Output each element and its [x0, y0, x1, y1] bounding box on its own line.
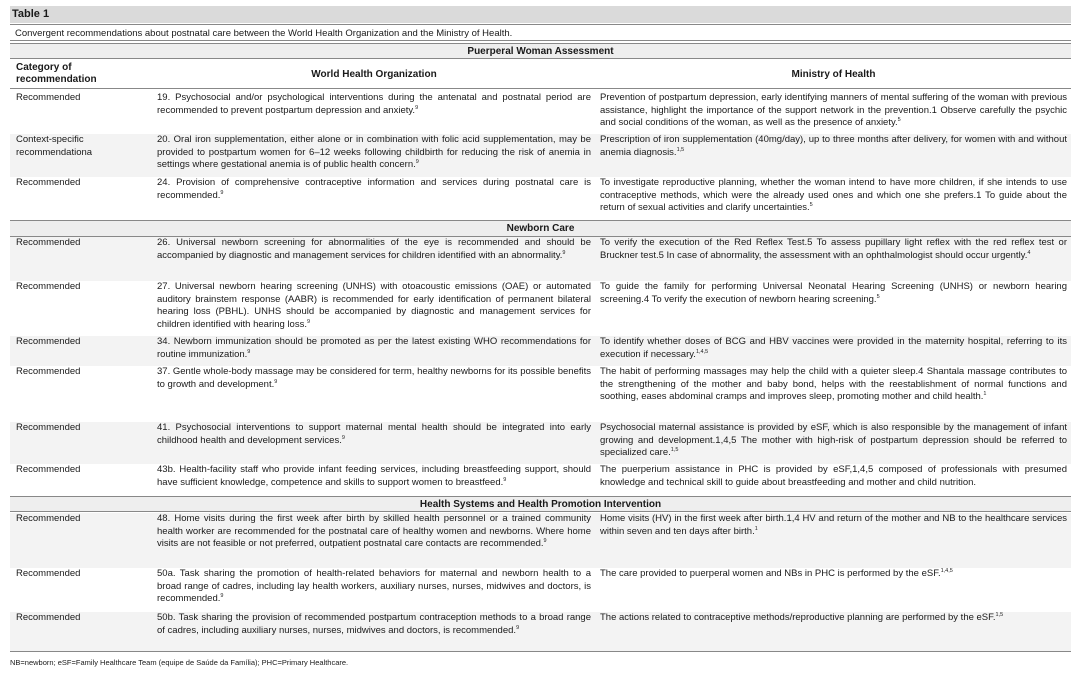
- header-who: World Health Organization: [311, 69, 437, 80]
- who-recommendation: [157, 281, 591, 331]
- section-health-systems: Health Systems and Health Promotion Intervention: [10, 496, 1071, 512]
- row-category: Recommended: [16, 92, 81, 103]
- ministry-citation: 1: [754, 525, 758, 532]
- table-row: [10, 336, 1071, 366]
- row-category: Recommended: [16, 336, 81, 347]
- table-row: [10, 464, 1071, 495]
- who-citation: 9: [247, 348, 251, 355]
- who-text: 26. Universal newborn screening for abnormalities of the eye is recommended and should be accompanied by diagnostic and management services for children identified with an abnormality.: [157, 237, 591, 261]
- who-recommendation: [157, 513, 591, 551]
- ministry-recommendation: [600, 134, 1067, 159]
- ministry-citation: 1,5: [670, 446, 679, 453]
- who-recommendation: [157, 568, 591, 606]
- table-row: [10, 281, 1071, 336]
- row-category: Context-specific recommendationa: [16, 134, 93, 158]
- who-recommendation: [157, 422, 591, 447]
- table-row: [10, 134, 1071, 177]
- header-ministry: Ministry of Health: [791, 69, 876, 80]
- row-category: Recommended: [16, 612, 81, 623]
- who-recommendation: [157, 612, 591, 637]
- row-category: Recommended: [16, 177, 81, 188]
- ministry-citation: 5: [876, 293, 880, 300]
- ministry-recommendation: [600, 281, 1067, 306]
- who-text: 37. Gentle whole-body massage may be considered for term, healthy newborns for its possible benefits to growth and development.: [157, 366, 591, 390]
- ministry-recommendation: [600, 237, 1067, 262]
- table-row: [10, 612, 1071, 651]
- table-row: [10, 366, 1071, 422]
- who-text: 43b. Health-facility staff who provide infant feeding services, including breastfeeding support, should have sufficient knowledge, competence and skills to support women to breastfeed.: [157, 464, 591, 488]
- table-row: [10, 513, 1071, 568]
- who-text: 50a. Task sharing the promotion of health-related behaviors for maternal and newborn health to a broad range of cadres, including lay health workers, auxiliary nurses, nurses, midwives and doctors, is recommended.: [157, 568, 591, 604]
- who-citation: 9: [543, 537, 547, 544]
- ministry-text: The actions related to contraceptive methods/reproductive planning are performed by the eSF.: [600, 612, 996, 623]
- ministry-recommendation: [600, 612, 1067, 625]
- who-citation: 9: [516, 624, 520, 631]
- table-row: [10, 92, 1071, 134]
- table-row: [10, 568, 1071, 612]
- table-footnote: NB=newborn; eSF=Family Healthcare Team (equipe de Saúde da Família); PHC=Primary Healthcare.: [10, 658, 349, 667]
- who-text: 41. Psychosocial interventions to support maternal mental health should be integrated into early childhood health and development services.: [157, 422, 591, 446]
- ministry-recommendation: [600, 513, 1067, 538]
- who-citation: 9: [274, 378, 278, 385]
- who-citation: 9: [415, 158, 419, 165]
- who-citation: 9: [341, 434, 345, 441]
- table-row: [10, 177, 1071, 220]
- who-recommendation: [157, 134, 591, 172]
- ministry-recommendation: [600, 464, 1067, 489]
- ministry-citation: 5: [809, 201, 813, 208]
- ministry-text: Prescription of iron supplementation (40mg/day), up to three months after delivery, for women with and without anemia diagnosis.: [600, 134, 1067, 158]
- row-category: Recommended: [16, 366, 81, 377]
- header-divider: [10, 88, 1071, 89]
- ministry-recommendation: [600, 336, 1067, 361]
- ministry-text: Home visits (HV) in the first week after birth.1,4 HV and return of the mother and NB to the healthcare services within seven and ten days after birth.: [600, 513, 1067, 537]
- ministry-text: The habit of performing massages may help the child with a quieter sleep.4 Shantala massage contributes to the strengthening of the mother and baby bond, helps with the reestablishment of normal functions and soothing, eases abdominal cramps and improves sleep, promoting mother and child health.: [600, 366, 1067, 402]
- who-citation: 9: [306, 318, 311, 325]
- who-text: 24. Provision of comprehensive contraceptive information and services during postnatal care is recommended.: [157, 177, 591, 201]
- ministry-text: Psychosocial maternal assistance is provided by eSF, which is also responsible by the management of infant growing and development.1,4,5 The mother with high-risk of postpartum depression should be referred to specialized care.: [600, 422, 1067, 458]
- row-category: Recommended: [16, 422, 81, 433]
- ministry-text: Prevention of postpartum depression, early identifying manners of mental suffering of the woman with previous assistance, highlight the importance of the support network in the prevention.1 Observe carefully the psychic and social conditions of the woman, as well as the presence of anxiety.: [600, 92, 1067, 128]
- who-recommendation: [157, 92, 591, 117]
- table-label: Table 1: [10, 6, 1071, 23]
- who-text: 19. Psychosocial and/or psychological interventions during the antenatal and postnatal period are recommended to prevent postpartum depression and anxiety.: [157, 92, 591, 116]
- table-row: [10, 422, 1071, 464]
- who-recommendation: [157, 336, 591, 361]
- ministry-recommendation: [600, 92, 1067, 130]
- who-recommendation: [157, 464, 591, 489]
- section-newborn: Newborn Care: [10, 220, 1071, 237]
- who-citation: 9: [503, 476, 507, 483]
- ministry-citation: 1,4,5: [940, 567, 953, 574]
- who-text: 34. Newborn immunization should be promoted as per the latest existing WHO recommendations for routine immunization.: [157, 336, 591, 360]
- ministry-citation: 5: [897, 116, 901, 123]
- who-text: 20. Oral iron supplementation, either alone or in combination with folic acid supplementation, may be provided to postpartum women for 6–12 weeks following childbirth for reducing the risk of anemia in settings where gestational anemia is of public health concern.: [157, 134, 591, 170]
- ministry-citation: 1,5: [676, 146, 685, 153]
- row-category: Recommended: [16, 464, 81, 475]
- table-row: [10, 237, 1071, 281]
- table-bottom-rule: [10, 651, 1071, 652]
- section-puerperal: Puerperal Woman Assessment: [10, 43, 1071, 59]
- who-citation: 9: [220, 189, 224, 196]
- row-category: Recommended: [16, 281, 81, 292]
- who-citation: 9: [562, 249, 566, 256]
- ministry-recommendation: [600, 366, 1067, 404]
- ministry-citation: 1,5: [995, 611, 1004, 618]
- ministry-recommendation: [600, 568, 1067, 581]
- who-text: 50b. Task sharing the provision of recommended postpartum contraception methods to a broad range of cadres, including auxiliary nurses, nurses, midwives and doctors, is recommended.: [157, 612, 591, 636]
- row-category: Recommended: [16, 513, 81, 524]
- who-citation: 9: [415, 104, 419, 111]
- ministry-citation: 1: [983, 390, 987, 397]
- ministry-text: The care provided to puerperal women and NBs in PHC is performed by the eSF.: [600, 568, 941, 579]
- row-category: Recommended: [16, 568, 81, 579]
- who-text: 27. Universal newborn hearing screening (UNHS) with otoacoustic emissions (OAE) or automated auditory brainstem response (AABR) is recommended for early identification of permanent bilateral hearing loss (PBHL). UNHS should be accompanied by diagnostic and management services for children identified with hearing loss.: [157, 281, 591, 330]
- header-category: Category of recommendation: [16, 62, 97, 85]
- ministry-citation: 4: [1027, 249, 1031, 256]
- ministry-recommendation: [600, 177, 1067, 215]
- who-citation: 9: [220, 592, 224, 599]
- who-recommendation: [157, 366, 591, 391]
- ministry-text: The puerperium assistance in PHC is provided by eSF,1,4,5 composed of professionals with presumed knowledge and technical skill to guide about breastfeeding and mother and child nutrition.: [600, 464, 1067, 488]
- who-recommendation: [157, 237, 591, 262]
- ministry-text: To identify whether doses of BCG and HBV vaccines were provided in the maternity hospital, referring to its execution if necessary.: [600, 336, 1067, 360]
- ministry-text: To guide the family for performing Universal Neonatal Hearing Screening (UNHS) or newborn hearing screening.4 To verify the execution of newborn hearing screening.: [600, 281, 1067, 305]
- ministry-text: To investigate reproductive planning, whether the woman intend to have more children, if she intends to use contraceptive methods, which were the already used ones and which one she prefers.1 To guide about the return of sexual activities and clarify uncertainties.: [600, 177, 1067, 213]
- table-caption: Convergent recommendations about postnatal care between the World Health Organization and the Ministry of Health.: [10, 24, 1071, 41]
- ministry-recommendation: [600, 422, 1067, 460]
- ministry-citation: 1,4,5: [695, 348, 709, 355]
- who-text: 48. Home visits during the first week after birth by skilled health personnel or a trained community health worker are recommended for the postnatal care of healthy women and newborns. Where home visits are not feasible or not preferred, outpatient postnatal care contacts are recommended.: [157, 513, 591, 549]
- row-category: Recommended: [16, 237, 81, 248]
- who-recommendation: [157, 177, 591, 202]
- ministry-text: To verify the execution of the Red Reflex Test.5 To assess pupillary light reflex with the red reflex test or Bruckner test.5 In case of abnormality, the assessment with an ophthalmologist should occur urgently.: [600, 237, 1067, 261]
